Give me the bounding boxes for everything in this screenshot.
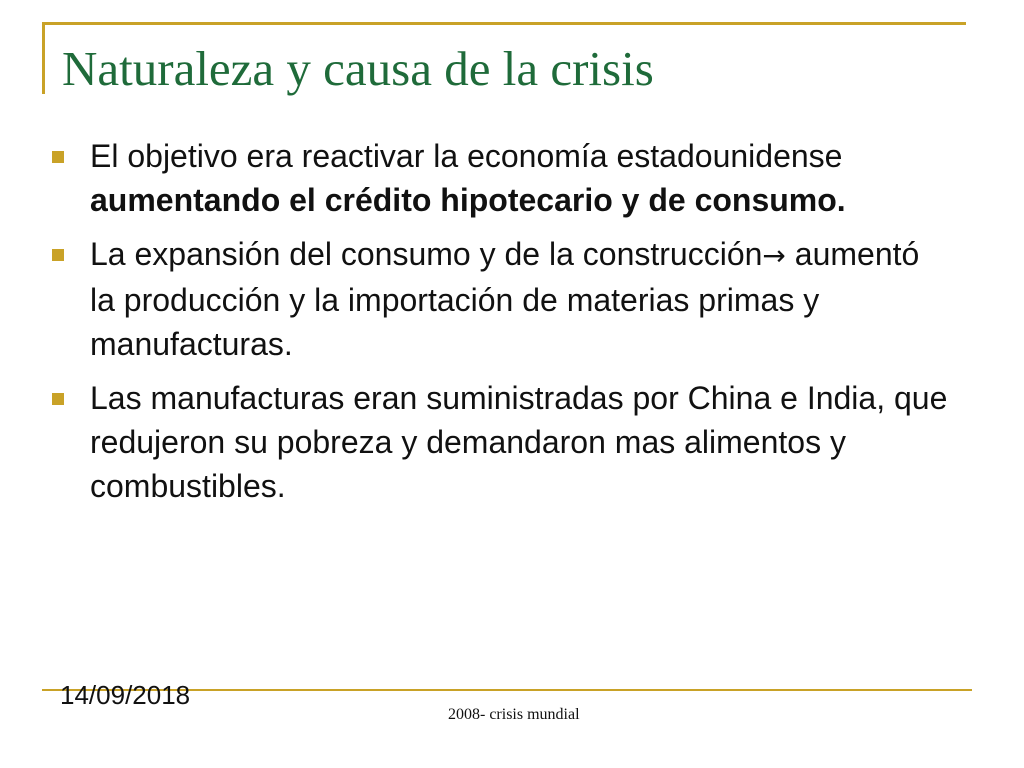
bullet-item-1 xyxy=(48,134,948,222)
bullet-item-2 xyxy=(48,232,948,366)
bullet-2-text-end: aumentó la producción y la importación de materias primas y manufacturas. xyxy=(90,236,920,362)
bullet-1-text: El objetivo era reactivar la economía estadounidense xyxy=(90,138,843,174)
bullet-list xyxy=(48,134,948,518)
square-bullet-icon xyxy=(52,151,64,163)
bullet-item-3 xyxy=(48,376,948,508)
bullet-1-bold-text: aumentando el crédito hipotecario y de consumo. xyxy=(90,182,846,218)
bullet-text-1 xyxy=(90,134,948,222)
footer-caption: 2008- crisis mundial xyxy=(448,706,580,723)
square-bullet-icon xyxy=(52,249,64,261)
arrow-right-icon: → xyxy=(762,239,786,272)
bullet-3-text: Las manufacturas eran suministradas por China e India, que redujeron su pobreza y demandaron mas alimentos y combustibles. xyxy=(90,380,948,504)
bullet-text-3 xyxy=(90,376,948,508)
top-accent-line xyxy=(42,22,966,25)
footer-date: 14/09/2018 xyxy=(60,680,191,710)
slide-title: Naturaleza y causa de la crisis xyxy=(62,41,654,96)
left-accent-line xyxy=(42,22,45,94)
square-bullet-icon xyxy=(52,393,64,405)
bullet-2-text-start: La expansión del consumo y de la construcción xyxy=(90,236,763,272)
bullet-text-2 xyxy=(90,232,948,366)
